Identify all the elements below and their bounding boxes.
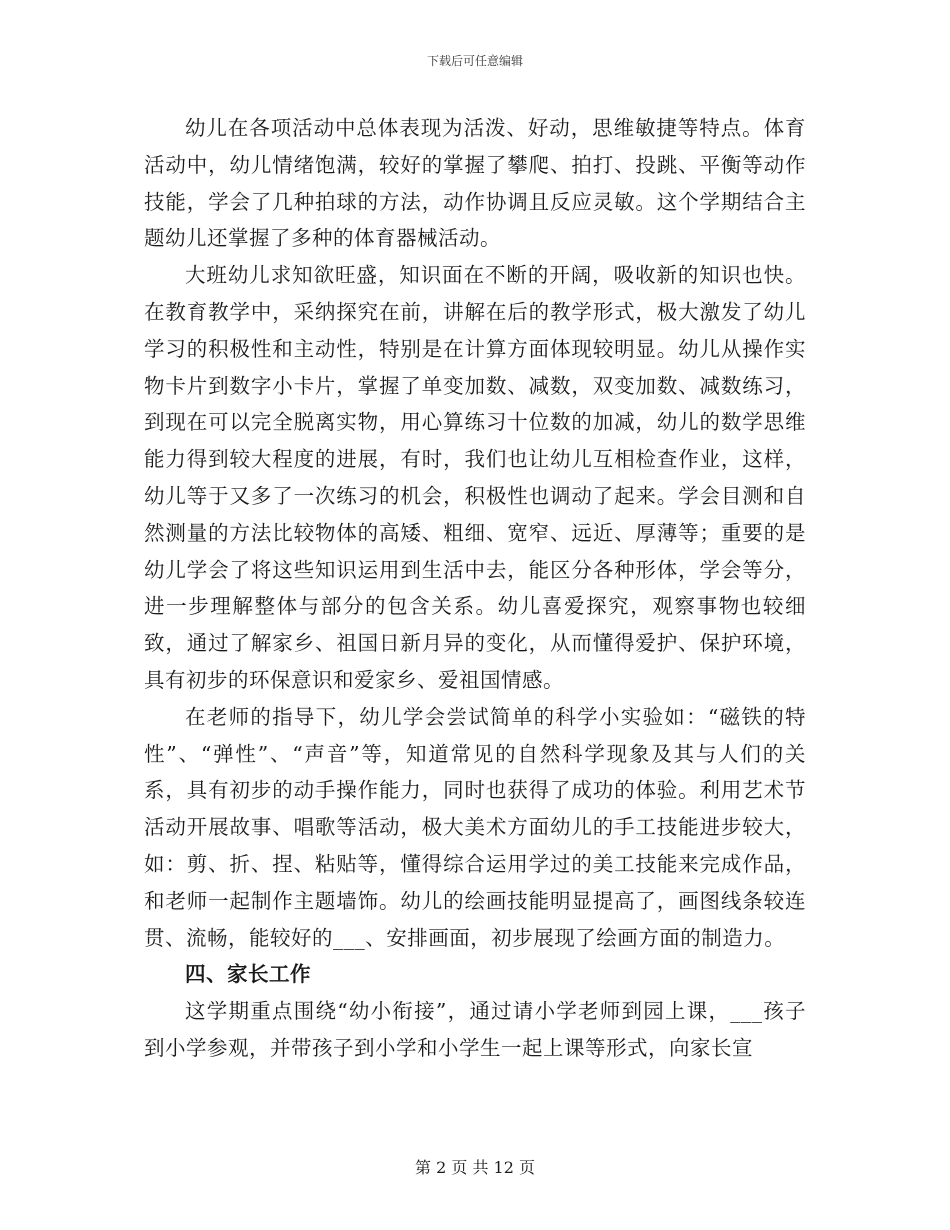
paragraph-parent-work: 这学期重点围绕“幼小衔接”，通过请小学老师到园上课，___孩子到小学参观，并带孩子到小学和小学生一起上课等形式，向家长宣 bbox=[144, 999, 806, 1060]
paragraph-sports-activities: 幼儿在各项活动中总体表现为活泼、好动，思维敏捷等特点。体育活动中，幼儿情绪饱满，较好的掌握了攀爬、拍打、投跳、平衡等动作技能，学会了几种拍球的方法，动作协调且反应灵敏。这个学期结合主题幼儿还掌握了多种的体育器械活动。 bbox=[144, 116, 806, 251]
paragraph-science-art: 在老师的指导下，幼儿学会尝试简单的科学小实验如：“磁铁的特性”、“弹性”、“声音”等，知道常见的自然科学现象及其与人们的关系，具有初步的动手操作能力，同时也获得了成功的体验。利用艺术节活动开展故事、唱歌等活动，极大美术方面幼儿的手工技能进步较大，如：剪、折、捏、粘贴等，懂得综合运用学过的美工技能来完成作品，和老师一起制作主题墙饰。幼儿的绘画技能明显提高了，画图线条较连贯、流畅，能较好的___、安排画面，初步展现了绘画方面的制造力。 bbox=[144, 704, 806, 950]
document-body bbox=[144, 110, 806, 1067]
page-footer: 第 2 页 共 12 页 bbox=[415, 1158, 535, 1177]
page-header: 下载后可任意编辑 bbox=[426, 54, 523, 68]
section-heading-parent-work: 四、家长工作 bbox=[185, 962, 311, 987]
paragraph-math-learning: 大班幼儿求知欲旺盛，知识面在不断的开阔，吸收新的知识也快。在教育教学中，采纳探究在前，讲解在后的教学形式，极大激发了幼儿学习的积极性和主动性，特别是在计算方面体现较明显。幼儿从操作实物卡片到数字小卡片，掌握了单变加数、减数，双变加数、减数练习，到现在可以完全脱离实物，用心算练习十位数的加减，幼儿的数学思维能力得到较大程度的进展，有时，我们也让幼儿互相检查作业，这样，幼儿等于又多了一次练习的机会，积极性也调动了起来。学会目测和自然测量的方法比较物体的高矮、粗细、宽窄、远近、厚薄等；重要的是幼儿学会了将这些知识运用到生活中去，能区分各种形体，学会等分，进一步理解整体与部分的包含关系。幼儿喜爱探究，观察事物也较细致，通过了解家乡、祖国日新月异的变化，从而懂得爱护、保护环境，具有初步的环保意识和爱家乡、爱祖国情感。 bbox=[144, 263, 806, 692]
